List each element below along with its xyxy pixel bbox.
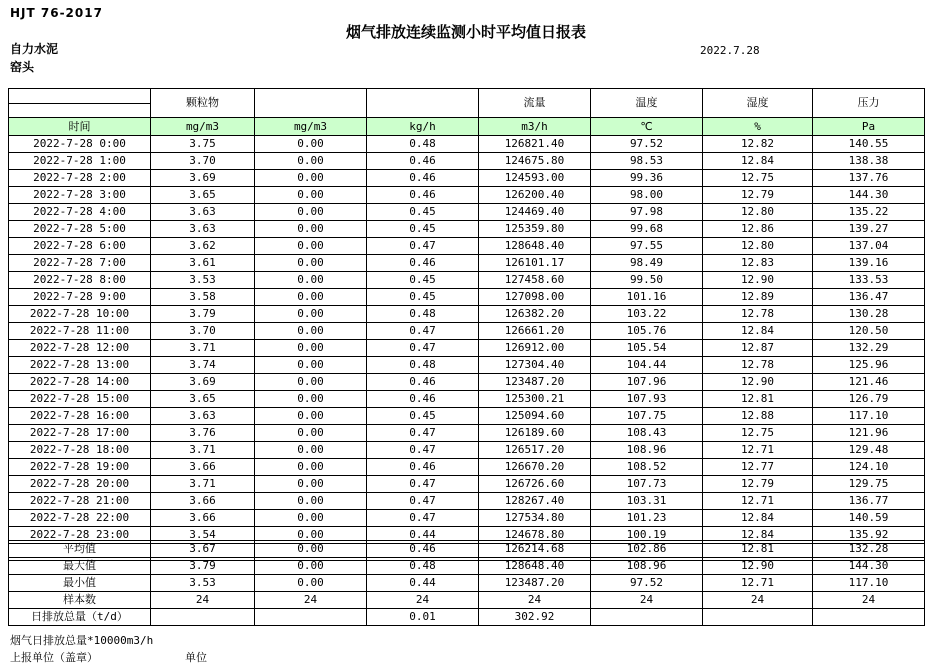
unit-header-mgm3-2: mg/m3 (255, 118, 367, 136)
value-cell: 12.80 (703, 238, 813, 255)
value-cell: 0.46 (367, 170, 479, 187)
value-cell: 0.44 (367, 575, 479, 592)
value-cell: 121.46 (813, 374, 925, 391)
value-cell: 24 (591, 592, 703, 609)
value-cell: 136.77 (813, 493, 925, 510)
row-label-cell: 2022-7-28 19:00 (9, 459, 151, 476)
value-cell: 0.00 (255, 408, 367, 425)
value-cell: 0.46 (367, 541, 479, 558)
value-cell: 3.75 (151, 136, 255, 153)
row-label-cell: 2022-7-28 22:00 (9, 510, 151, 527)
value-cell: 12.90 (703, 558, 813, 575)
value-cell: 0.48 (367, 306, 479, 323)
value-cell: 133.53 (813, 272, 925, 289)
value-cell: 101.23 (591, 510, 703, 527)
unit-header-m3h: m3/h (479, 118, 591, 136)
value-cell: 108.96 (591, 442, 703, 459)
value-cell: 0.47 (367, 493, 479, 510)
data-row (9, 221, 925, 238)
value-cell: 121.96 (813, 425, 925, 442)
value-cell: 0.00 (255, 153, 367, 170)
value-cell: 3.79 (151, 306, 255, 323)
value-cell: 0.46 (367, 255, 479, 272)
value-cell: 12.75 (703, 170, 813, 187)
data-row (9, 476, 925, 493)
value-cell (255, 609, 367, 626)
value-cell: 0.00 (255, 238, 367, 255)
value-cell: 101.16 (591, 289, 703, 306)
value-cell: 128648.40 (479, 238, 591, 255)
value-cell: 3.79 (151, 558, 255, 575)
hourly-data-table (8, 88, 925, 561)
value-cell: 136.47 (813, 289, 925, 306)
value-cell: 129.48 (813, 442, 925, 459)
value-cell: 140.59 (813, 510, 925, 527)
value-cell: 123487.20 (479, 374, 591, 391)
flow-total-note: 烟气日排放总量*10000m3/h (10, 634, 154, 647)
value-cell: 135.22 (813, 204, 925, 221)
unit-header-pa: Pa (813, 118, 925, 136)
value-cell: 108.52 (591, 459, 703, 476)
value-cell: 0.00 (255, 459, 367, 476)
value-cell: 0.01 (367, 609, 479, 626)
row-label-cell: 2022-7-28 5:00 (9, 221, 151, 238)
value-cell: 0.00 (255, 136, 367, 153)
value-cell: 130.28 (813, 306, 925, 323)
row-label-cell: 2022-7-28 14:00 (9, 374, 151, 391)
value-cell: 127534.80 (479, 510, 591, 527)
value-cell: 108.43 (591, 425, 703, 442)
value-cell: 0.00 (255, 425, 367, 442)
value-cell: 12.71 (703, 575, 813, 592)
value-cell: 12.71 (703, 442, 813, 459)
value-cell: 0.47 (367, 442, 479, 459)
summary-row (9, 558, 925, 575)
unit-header-kgh: kg/h (367, 118, 479, 136)
data-row (9, 340, 925, 357)
value-cell: 0.45 (367, 204, 479, 221)
value-cell: 107.96 (591, 374, 703, 391)
row-label-cell: 2022-7-28 4:00 (9, 204, 151, 221)
value-cell: 120.50 (813, 323, 925, 340)
value-cell: 12.77 (703, 459, 813, 476)
data-row (9, 493, 925, 510)
value-cell: 0.47 (367, 476, 479, 493)
data-row (9, 459, 925, 476)
data-row (9, 391, 925, 408)
value-cell: 126726.60 (479, 476, 591, 493)
value-cell: 24 (151, 592, 255, 609)
value-cell: 24 (255, 592, 367, 609)
data-row (9, 357, 925, 374)
value-cell: 126517.20 (479, 442, 591, 459)
value-cell: 99.36 (591, 170, 703, 187)
data-row (9, 272, 925, 289)
value-cell: 124593.00 (479, 170, 591, 187)
row-label-cell: 最小值 (9, 575, 151, 592)
data-row (9, 204, 925, 221)
value-cell: 3.66 (151, 493, 255, 510)
value-cell: 0.00 (255, 323, 367, 340)
value-cell: 0.00 (255, 170, 367, 187)
value-cell: 0.48 (367, 558, 479, 575)
value-cell: 3.54 (151, 527, 255, 544)
value-cell: 126661.20 (479, 323, 591, 340)
value-cell: 107.93 (591, 391, 703, 408)
value-cell: 12.87 (703, 340, 813, 357)
value-cell: 3.53 (151, 575, 255, 592)
summary-table (8, 540, 925, 626)
value-cell: 0.00 (255, 306, 367, 323)
value-cell: 12.80 (703, 204, 813, 221)
value-cell: 126214.68 (479, 541, 591, 558)
value-cell: 0.48 (367, 357, 479, 374)
value-cell: 3.62 (151, 238, 255, 255)
data-row (9, 170, 925, 187)
data-row (9, 136, 925, 153)
value-cell: 140.55 (813, 136, 925, 153)
value-cell: 12.84 (703, 153, 813, 170)
unit-label: 单位 (185, 651, 207, 664)
row-label-cell: 2022-7-28 16:00 (9, 408, 151, 425)
value-cell: 0.00 (255, 510, 367, 527)
value-cell: 139.27 (813, 221, 925, 238)
value-cell: 0.47 (367, 510, 479, 527)
summary-row (9, 592, 925, 609)
value-cell: 0.46 (367, 187, 479, 204)
value-cell: 137.76 (813, 170, 925, 187)
value-cell: 3.67 (151, 541, 255, 558)
value-cell: 3.58 (151, 289, 255, 306)
value-cell: 3.69 (151, 374, 255, 391)
row-label-cell: 2022-7-28 7:00 (9, 255, 151, 272)
value-cell: 3.53 (151, 272, 255, 289)
group-header-blank-2 (367, 89, 479, 118)
value-cell: 127458.60 (479, 272, 591, 289)
value-cell: 132.29 (813, 340, 925, 357)
value-cell: 97.52 (591, 575, 703, 592)
group-header-temperature: 温度 (591, 89, 703, 118)
value-cell: 0.45 (367, 289, 479, 306)
value-cell: 124675.80 (479, 153, 591, 170)
data-row (9, 510, 925, 527)
value-cell: 127304.40 (479, 357, 591, 374)
value-cell: 0.46 (367, 374, 479, 391)
value-cell: 12.81 (703, 541, 813, 558)
value-cell: 0.45 (367, 221, 479, 238)
value-cell: 24 (367, 592, 479, 609)
value-cell: 0.45 (367, 272, 479, 289)
value-cell: 132.28 (813, 541, 925, 558)
value-cell: 0.48 (367, 136, 479, 153)
value-cell: 12.84 (703, 323, 813, 340)
value-cell: 0.47 (367, 340, 479, 357)
row-label-cell: 2022-7-28 23:00 (9, 527, 151, 544)
data-row (9, 374, 925, 391)
value-cell: 0.00 (255, 442, 367, 459)
data-row (9, 289, 925, 306)
value-cell: 24 (479, 592, 591, 609)
value-cell: 3.69 (151, 170, 255, 187)
value-cell: 126101.17 (479, 255, 591, 272)
value-cell: 3.70 (151, 153, 255, 170)
value-cell: 98.49 (591, 255, 703, 272)
value-cell: 126912.00 (479, 340, 591, 357)
data-row (9, 425, 925, 442)
company-name: 自力水泥 (10, 42, 59, 56)
row-label-cell: 2022-7-28 1:00 (9, 153, 151, 170)
row-label-cell: 2022-7-28 11:00 (9, 323, 151, 340)
row-label-cell: 2022-7-28 8:00 (9, 272, 151, 289)
row-label-cell: 2022-7-28 17:00 (9, 425, 151, 442)
value-cell: 3.76 (151, 425, 255, 442)
value-cell: 0.00 (255, 527, 367, 544)
page-title: 烟气排放连续监测小时平均值日报表 (345, 23, 586, 41)
summary-row (9, 575, 925, 592)
row-label-cell: 2022-7-28 6:00 (9, 238, 151, 255)
value-cell: 102.86 (591, 541, 703, 558)
row-label-cell: 2022-7-28 18:00 (9, 442, 151, 459)
value-cell: 103.31 (591, 493, 703, 510)
row-label-cell: 2022-7-28 3:00 (9, 187, 151, 204)
units-header-row (9, 118, 925, 136)
data-row (9, 187, 925, 204)
value-cell: 12.84 (703, 527, 813, 544)
value-cell: 3.65 (151, 391, 255, 408)
row-label-cell: 2022-7-28 21:00 (9, 493, 151, 510)
group-header-particulate: 颗粒物 (151, 89, 255, 118)
row-label-cell: 2022-7-28 20:00 (9, 476, 151, 493)
value-cell: 0.00 (255, 272, 367, 289)
report-date: 2022.7.28 (700, 44, 760, 57)
group-header-blank-1 (255, 89, 367, 118)
row-label-cell: 样本数 (9, 592, 151, 609)
value-cell: 3.71 (151, 442, 255, 459)
value-cell: 3.66 (151, 459, 255, 476)
summary-row (9, 541, 925, 558)
row-label-cell: 2022-7-28 10:00 (9, 306, 151, 323)
value-cell: 137.04 (813, 238, 925, 255)
data-row (9, 408, 925, 425)
value-cell: 12.71 (703, 493, 813, 510)
value-cell: 144.30 (813, 558, 925, 575)
row-label-cell: 日排放总量（t/d） (9, 609, 151, 626)
value-cell: 126200.40 (479, 187, 591, 204)
value-cell: 128267.40 (479, 493, 591, 510)
data-row (9, 323, 925, 340)
value-cell: 0.47 (367, 425, 479, 442)
value-cell: 0.00 (255, 476, 367, 493)
value-cell: 3.65 (151, 187, 255, 204)
value-cell: 103.22 (591, 306, 703, 323)
value-cell: 12.88 (703, 408, 813, 425)
value-cell: 12.83 (703, 255, 813, 272)
value-cell: 3.61 (151, 255, 255, 272)
value-cell: 99.68 (591, 221, 703, 238)
value-cell: 3.63 (151, 408, 255, 425)
value-cell: 0.47 (367, 323, 479, 340)
value-cell: 12.75 (703, 425, 813, 442)
value-cell (591, 609, 703, 626)
reporting-unit-label: 上报单位（盖章） (10, 651, 98, 664)
monitor-point-name: 窑头 (10, 60, 35, 74)
value-cell: 12.90 (703, 272, 813, 289)
value-cell: 99.50 (591, 272, 703, 289)
value-cell: 3.74 (151, 357, 255, 374)
value-cell: 135.92 (813, 527, 925, 544)
value-cell: 12.81 (703, 391, 813, 408)
value-cell: 0.00 (255, 541, 367, 558)
value-cell: 12.84 (703, 510, 813, 527)
value-cell: 105.54 (591, 340, 703, 357)
value-cell: 104.44 (591, 357, 703, 374)
data-row (9, 306, 925, 323)
value-cell: 125.96 (813, 357, 925, 374)
value-cell: 126.79 (813, 391, 925, 408)
value-cell: 126382.20 (479, 306, 591, 323)
value-cell: 107.73 (591, 476, 703, 493)
value-cell: 12.86 (703, 221, 813, 238)
value-cell: 123487.20 (479, 575, 591, 592)
value-cell: 3.70 (151, 323, 255, 340)
value-cell: 124.10 (813, 459, 925, 476)
value-cell: 0.00 (255, 493, 367, 510)
value-cell: 24 (703, 592, 813, 609)
value-cell: 0.00 (255, 187, 367, 204)
value-cell: 129.75 (813, 476, 925, 493)
value-cell: 0.00 (255, 340, 367, 357)
value-cell: 139.16 (813, 255, 925, 272)
value-cell: 98.53 (591, 153, 703, 170)
value-cell: 0.00 (255, 289, 367, 306)
group-header-pressure: 压力 (813, 89, 925, 118)
value-cell: 105.76 (591, 323, 703, 340)
value-cell: 124678.80 (479, 527, 591, 544)
data-row (9, 442, 925, 459)
value-cell: 100.19 (591, 527, 703, 544)
value-cell: 0.00 (255, 558, 367, 575)
unit-header-mgm3-1: mg/m3 (151, 118, 255, 136)
row-label-cell: 平均值 (9, 541, 151, 558)
value-cell: 126670.20 (479, 459, 591, 476)
group-header-humidity: 湿度 (703, 89, 813, 118)
value-cell: 0.00 (255, 391, 367, 408)
data-row (9, 255, 925, 272)
row-label-cell: 2022-7-28 13:00 (9, 357, 151, 374)
value-cell: 3.71 (151, 476, 255, 493)
value-cell: 97.55 (591, 238, 703, 255)
value-cell: 108.96 (591, 558, 703, 575)
value-cell: 0.45 (367, 408, 479, 425)
unit-header-percent: % (703, 118, 813, 136)
value-cell: 138.38 (813, 153, 925, 170)
value-cell: 3.71 (151, 340, 255, 357)
value-cell: 107.75 (591, 408, 703, 425)
value-cell: 98.00 (591, 187, 703, 204)
value-cell: 0.44 (367, 527, 479, 544)
value-cell: 0.00 (255, 204, 367, 221)
value-cell: 0.00 (255, 221, 367, 238)
value-cell: 12.78 (703, 357, 813, 374)
value-cell: 0.46 (367, 391, 479, 408)
group-header-flow: 流量 (479, 89, 591, 118)
row-label-cell: 2022-7-28 0:00 (9, 136, 151, 153)
value-cell: 144.30 (813, 187, 925, 204)
value-cell: 12.79 (703, 187, 813, 204)
data-row (9, 238, 925, 255)
value-cell: 117.10 (813, 408, 925, 425)
value-cell: 128648.40 (479, 558, 591, 575)
value-cell: 0.46 (367, 153, 479, 170)
value-cell: 125094.60 (479, 408, 591, 425)
summary-row (9, 609, 925, 626)
value-cell (703, 609, 813, 626)
value-cell: 126189.60 (479, 425, 591, 442)
row-label-cell: 最大值 (9, 558, 151, 575)
value-cell: 12.90 (703, 374, 813, 391)
value-cell: 0.00 (255, 575, 367, 592)
value-cell: 117.10 (813, 575, 925, 592)
value-cell: 125359.80 (479, 221, 591, 238)
standard-code: HJT 76-2017 (10, 6, 103, 20)
corner-cell-top (9, 89, 151, 104)
value-cell: 3.63 (151, 204, 255, 221)
value-cell: 3.63 (151, 221, 255, 238)
value-cell (151, 609, 255, 626)
value-cell: 127098.00 (479, 289, 591, 306)
value-cell: 12.78 (703, 306, 813, 323)
value-cell: 126821.40 (479, 136, 591, 153)
value-cell: 12.82 (703, 136, 813, 153)
time-column-header: 时间 (9, 118, 151, 136)
row-label-cell: 2022-7-28 15:00 (9, 391, 151, 408)
value-cell: 0.46 (367, 459, 479, 476)
value-cell: 97.98 (591, 204, 703, 221)
row-label-cell: 2022-7-28 2:00 (9, 170, 151, 187)
value-cell: 12.89 (703, 289, 813, 306)
corner-cell-bottom (9, 104, 151, 118)
row-label-cell: 2022-7-28 9:00 (9, 289, 151, 306)
row-label-cell: 2022-7-28 12:00 (9, 340, 151, 357)
value-cell (813, 609, 925, 626)
value-cell: 302.92 (479, 609, 591, 626)
value-cell: 12.79 (703, 476, 813, 493)
value-cell: 0.00 (255, 357, 367, 374)
value-cell: 0.00 (255, 374, 367, 391)
unit-header-celsius: ℃ (591, 118, 703, 136)
group-header-row (9, 89, 925, 104)
value-cell: 125300.21 (479, 391, 591, 408)
value-cell: 3.66 (151, 510, 255, 527)
value-cell: 97.52 (591, 136, 703, 153)
data-row (9, 153, 925, 170)
value-cell: 0.47 (367, 238, 479, 255)
value-cell: 0.00 (255, 255, 367, 272)
value-cell: 124469.40 (479, 204, 591, 221)
value-cell: 24 (813, 592, 925, 609)
